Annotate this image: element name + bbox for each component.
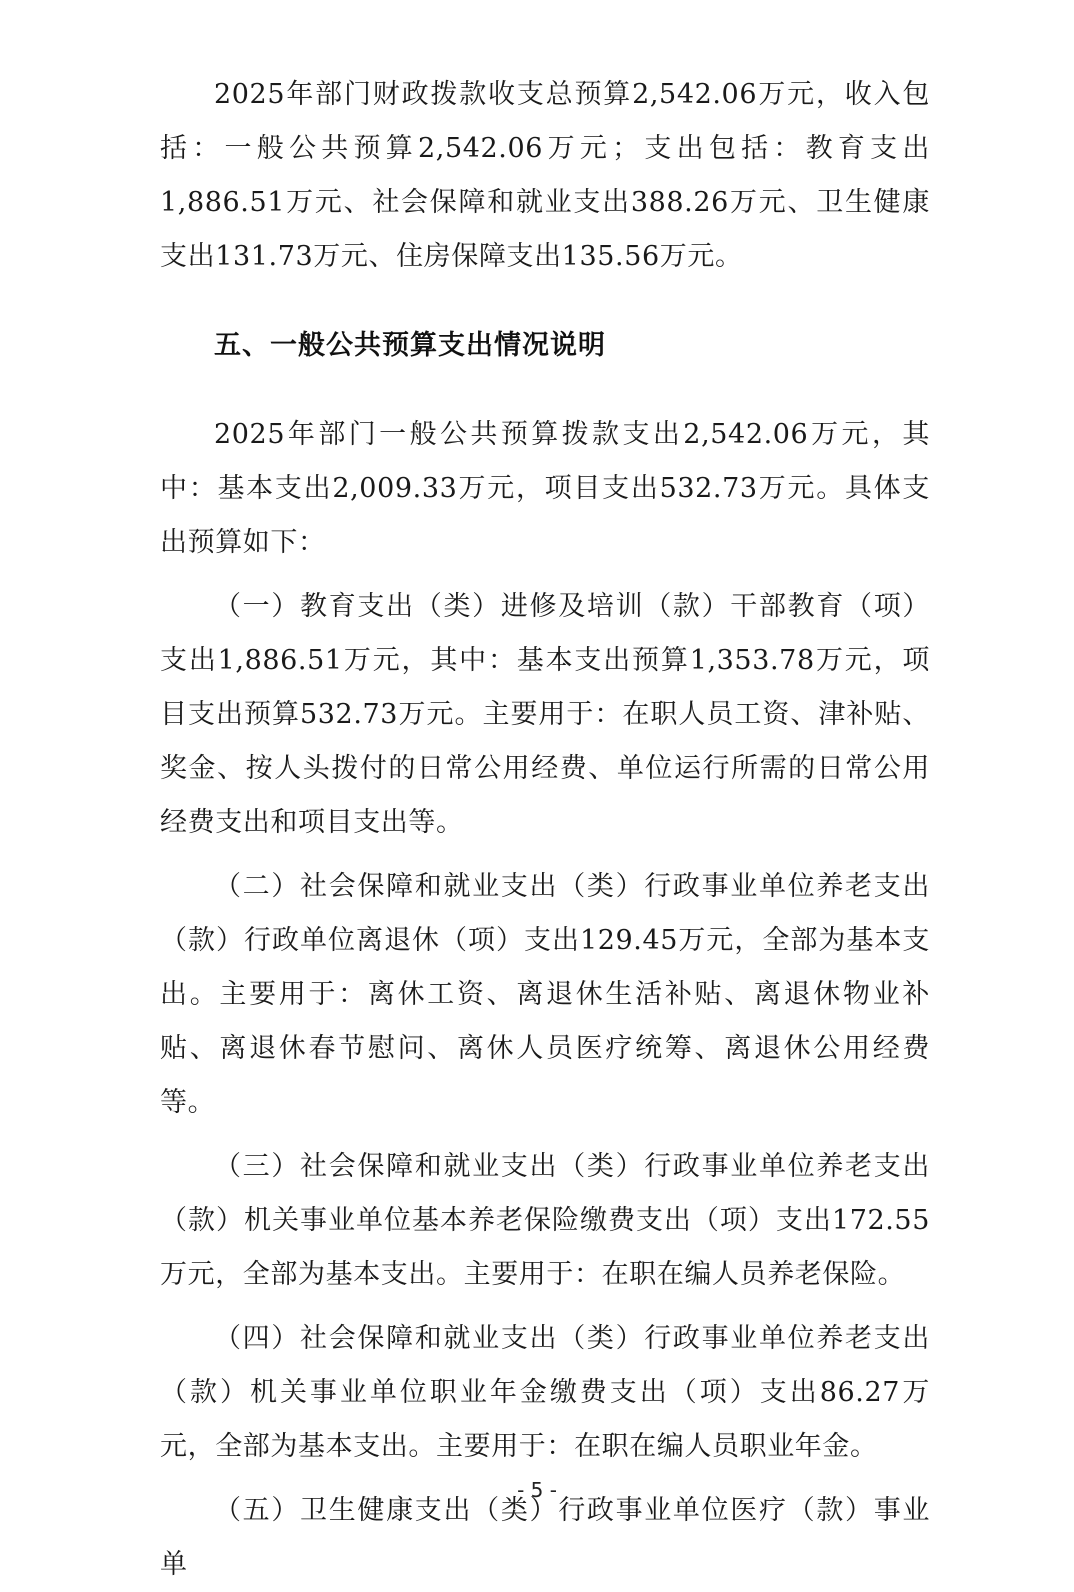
paragraph-item-5: （五）卫生健康支出（类）行政事业单位医疗（款）事业单 [160,1495,930,1580]
document-body [160,68,930,1592]
section-heading: 五、一般公共预算支出情况说明 [214,330,606,361]
paragraph-budget-overview: 2025年部门财政拨款收支总预算2,542.06万元，收入包括：一般公共预算2,542.06万元；支出包括：教育支出1,886.51万元、社会保障和就业支出388.26万元、卫生健康支出131.73万元、住房保障支出135.56万元。 [160,79,930,272]
paragraph-item-4: （四）社会保障和就业支出（类）行政事业单位养老支出（款）机关事业单位职业年金缴费支出（项）支出86.27万元，全部为基本支出。主要用于：在职在编人员职业年金。 [160,1323,930,1462]
paragraph-item-3: （三）社会保障和就业支出（类）行政事业单位养老支出（款）机关事业单位基本养老保险缴费支出（项）支出172.55万元，全部为基本支出。主要用于：在职在编人员养老保险。 [160,1151,930,1290]
paragraph-general-budget: 2025年部门一般公共预算拨款支出2,542.06万元，其中：基本支出2,009.33万元，项目支出532.73万元。具体支出预算如下： [160,419,930,558]
paragraph-item-2: （二）社会保障和就业支出（类）行政事业单位养老支出（款）行政单位离退休（项）支出129.45万元，全部为基本支出。主要用于：离休工资、离退休生活补贴、离退休物业补贴、离退休春节慰问、离休人员医疗统筹、离退休公用经费等。 [160,871,930,1118]
page-number: - 5 - [517,1478,557,1502]
paragraph-item-1: （一）教育支出（类）进修及培训（款）干部教育（项）支出1,886.51万元，其中：基本支出预算1,353.78万元，项目支出预算532.73万元。主要用于：在职人员工资、津补贴、奖金、按人头拨付的日常公用经费、单位运行所需的日常公用经费支出和项目支出等。 [160,591,930,838]
